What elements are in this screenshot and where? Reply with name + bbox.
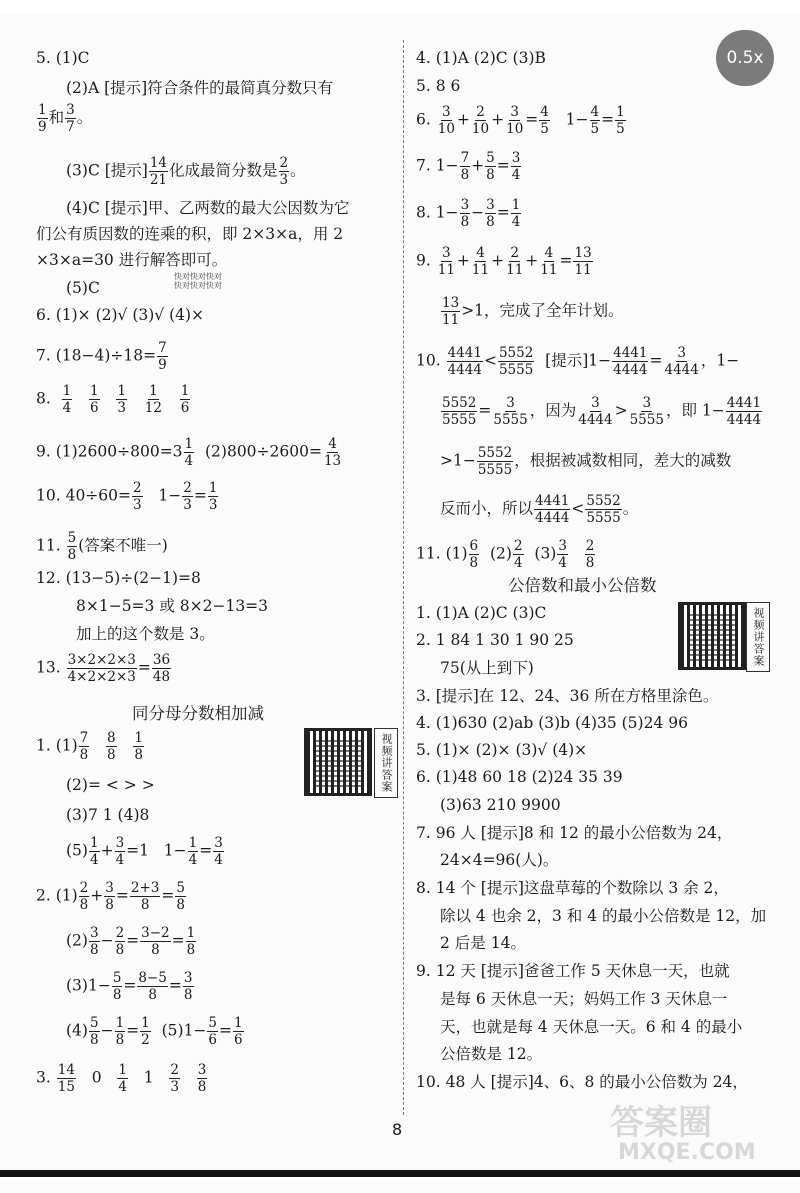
p-answer-6b: (3)63 210 9900 [440,796,561,814]
answer-5-5: (5)C [66,279,100,297]
answer-5-2-fracs: $\frac{1}{9}$ 和 $\frac{3}{7}$ 。 [38,102,93,135]
stamp-text: 快对快对快对 快对快对快对 [174,272,222,290]
p-answer-9c: 天，也就是每 4 天休息一天。6 和 4 的最小 [440,1018,743,1036]
r-answer-10a: 10. $\frac{4441}{4444}$ < $\frac{5552}{5555}$ [提示]1− $\frac{4441}{4444}$ = $\frac{3}{4444}$ ，1− [416,345,740,378]
r-answer-5: 5. 8 6 [416,77,461,95]
r-answer-11: 11. (1) $\frac{6}{8}$ (2) $\frac{2}{4}$ (3) $\frac{3}{4}$ $\frac{2}{8}$ [416,538,595,571]
p-answer-2b: 75(从上到下) [440,659,534,677]
p-answer-7b: 24×4=96(人)。 [440,851,559,869]
r-answer-8: 8. 1− $\frac{3}{8}$ − $\frac{3}{8}$ = $\frac{1}{4}$ [416,197,521,230]
answer-7: 7. (18−4)÷18= $\frac{7}{9}$ [36,340,167,373]
answer-9: 9. (1)2600÷800=3 $\frac{1}{4}$ (2)800÷2600= $\frac{4}{13}$ [36,436,342,469]
page-number: 8 [392,1120,403,1139]
p-answer-3: 3. [提示]在 12、24、36 所在方格里涂色。 [416,687,719,705]
qr-code-right[interactable] [678,602,746,670]
s-answer-1-1: 1. (1) $\frac{7}{8}$ $\frac{8}{8}$ $\frac{1}{8}$ [36,730,144,763]
answer-5-4b: 们公有质因数的连乘的积，即 2×3×a，用 2 [36,225,344,243]
p-answer-9b: 是每 6 天休息一天；妈妈工作 3 天休息一 [440,990,728,1008]
top-margin [0,0,800,14]
r-answer-6: 6. $\frac{3}{10}$ + $\frac{2}{10}$ + $\frac{3}{10}$ = $\frac{4}{5}$ 1− $\frac{4}{5}$ = $\frac{1}{5}$ [416,104,625,137]
watermark-url: MXQE.COM [618,1140,756,1165]
zoom-badge[interactable]: 0.5x [716,30,774,86]
bottom-bar [0,1170,800,1177]
r-answer-7: 7. 1− $\frac{7}{8}$ + $\frac{5}{8}$ = $\frac{3}{4}$ [416,150,521,183]
s-answer-1-3: (3)7 1 (4)8 [66,806,150,824]
r-answer-10b: $\frac{5552}{5555}$ = $\frac{3}{5555}$ ，因为 $\frac{3}{4444}$ > $\frac{3}{5555}$ ，即 1− $\frac{4441}{4444}$ [442,395,762,428]
p-answer-10: 10. 48 人 [提示]4、6、8 的最小公倍数为 24， [416,1073,748,1091]
s-answer-3: 3. $\frac{14}{15}$ 0 $\frac{1}{4}$ 1 $\frac{2}{3}$ $\frac{3}{8}$ [36,1062,207,1095]
s-answer-1-2: (2)= < > > [66,776,155,794]
answer-8: 8. $\frac{1}{4}$ $\frac{1}{6}$ $\frac{1}{3}$ $\frac{1}{12}$ $\frac{1}{6}$ [36,383,190,416]
s-answer-2-4: (4) $\frac{5}{8}$ − $\frac{1}{8}$ = $\frac{1}{2}$ (5)1− $\frac{5}{6}$ = $\frac{1}{6}$ [66,1015,243,1048]
p-answer-8c: 2 后是 14。 [440,934,526,952]
qr-label-right: 视频讲答案 [746,602,770,672]
s-answer-1-5: (5) $\frac{1}{4}$ + $\frac{3}{4}$ =1 1− $\frac{1}{4}$ = $\frac{3}{4}$ [66,835,223,868]
section-title-same-denominator: 同分母分数相加减 [132,704,264,723]
s-answer-2-2: (2) $\frac{3}{8}$ − $\frac{2}{8}$ = $\frac{3-2}{8}$ = $\frac{1}{8}$ [66,925,196,958]
r-answer-4: 4. (1)A (2)C (3)B [416,49,546,67]
qr-label-left: 视频讲答案 [374,728,398,798]
answer-11: 11. $\frac{5}{8}$ (答案不唯一) [36,530,168,563]
watermark-logo: 答案圈 [610,1103,712,1143]
answer-12b: 8×1−5=3 或 8×2−13=3 [76,597,269,615]
p-answer-9: 9. 12 天 [提示]爸爸工作 5 天休息一天，也就 [416,962,730,980]
p-answer-2: 2. 1 84 1 30 1 90 25 [416,631,574,649]
answer-12c: 加上的这个数是 3。 [76,625,215,643]
answer-5-4c: ×3×a=30 进行解答即可。 [36,251,228,269]
r-answer-9: 9. $\frac{3}{11}$ + $\frac{4}{11}$ + $\frac{2}{11}$ + $\frac{4}{11}$ = $\frac{13}{11}$ [416,245,592,278]
answer-6: 6. (1)× (2)√ (3)√ (4)× [36,306,205,324]
qr-code-left[interactable] [304,728,372,796]
r-answer-10d: 反而小，所以 $\frac{4441}{4444}$ < $\frac{5552}{5555}$ 。 [440,493,639,526]
p-answer-9d: 公倍数是 12。 [440,1045,543,1063]
section-title-common-multiples: 公倍数和最小公倍数 [508,576,657,595]
answer-10: 10. 40÷60= $\frac{2}{3}$ 1− $\frac{2}{3}$ = $\frac{1}{3}$ [36,480,218,513]
p-answer-1: 1. (1)A (2)C (3)C [416,604,547,622]
r-answer-9b: $\frac{13}{11}$ >1，完成了全年计划。 [442,295,624,328]
p-answer-8: 8. 14 个 [提示]这盘草莓的个数除以 3 余 2， [416,879,729,897]
r-answer-10c: >1− $\frac{5552}{5555}$ ，根据被减数相同，差大的减数 [440,445,732,478]
answer-5-2: (2)A [提示]符合条件的最简真分数只有 [66,79,334,97]
column-divider [403,40,404,1115]
answer-5-4a: (4)C [提示]甲、乙两数的最大公因数为它 [66,199,350,217]
p-answer-4: 4. (1)630 (2)ab (3)b (4)35 (5)24 96 [416,714,688,732]
p-answer-7: 7. 96 人 [提示]8 和 12 的最小公倍数为 24， [416,824,733,842]
s-answer-2-1: 2. (1) $\frac{2}{8}$ + $\frac{3}{8}$ = $\frac{2+3}{8}$ = $\frac{5}{8}$ [36,880,185,913]
answer-5-1: 5. (1)C [36,49,90,67]
s-answer-2-3: (3)1− $\frac{5}{8}$ = $\frac{8-5}{8}$ = $\frac{3}{8}$ [66,970,193,1003]
p-answer-5: 5. (1)× (2)× (3)√ (4)× [416,741,588,759]
answer-5-3: (3)C [提示] $\frac{14}{21}$ 化成最简分数是 $\frac{2}{3}$ 。 [66,155,306,188]
p-answer-6: 6. (1)48 60 18 (2)24 35 39 [416,768,623,786]
p-answer-8b: 除以 4 也余 2，3 和 4 的最小公倍数是 12，加 [440,907,767,925]
answer-12a: 12. (13−5)÷(2−1)=8 [36,569,201,587]
answer-13: 13. $\frac{3\times 2\times 2\times 3}{4\times 2\times 2\times 3}$ = $\frac{36}{48}$ [36,652,171,685]
